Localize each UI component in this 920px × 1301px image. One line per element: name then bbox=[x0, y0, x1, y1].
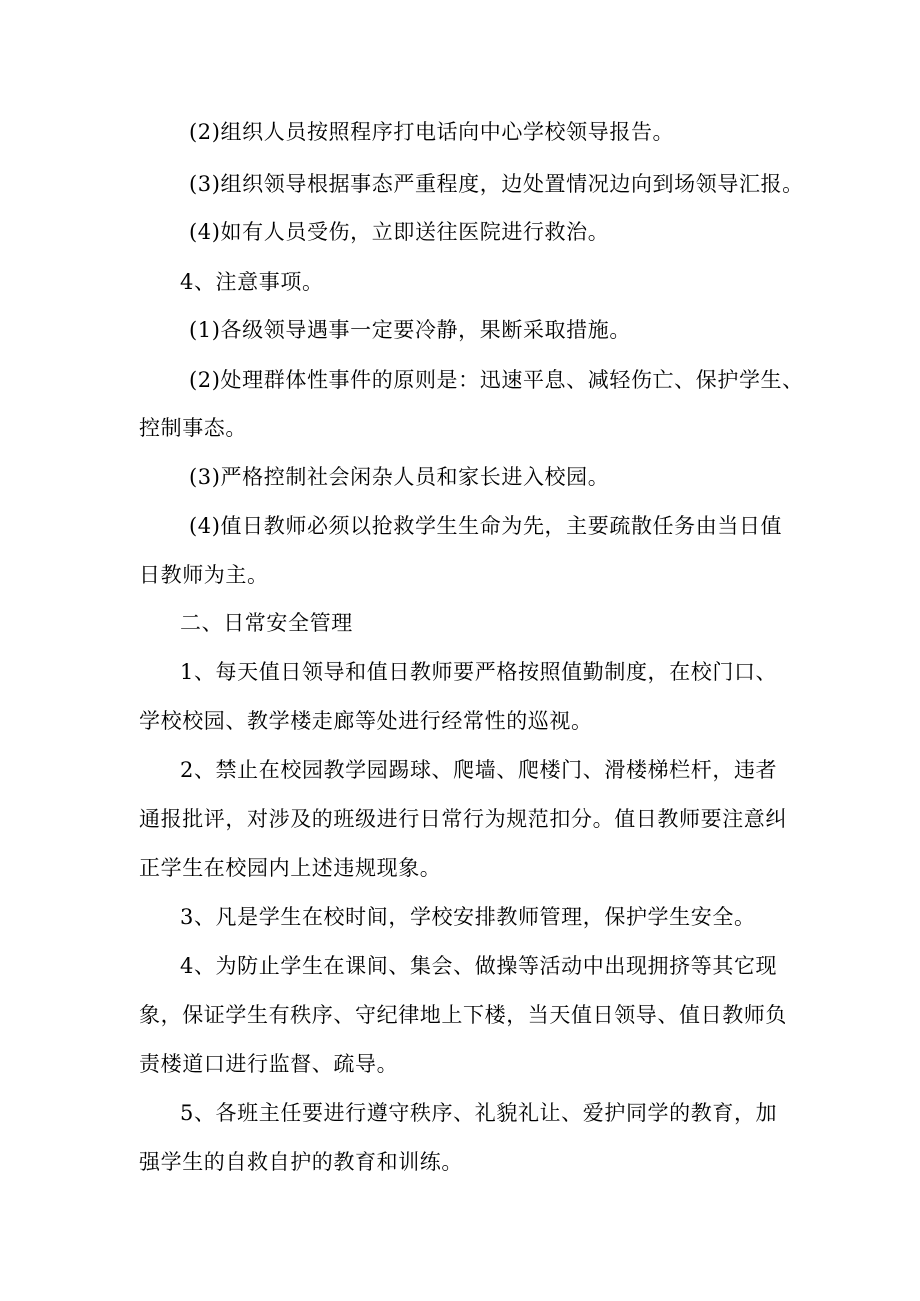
section-heading: 二、日常安全管理 bbox=[180, 611, 353, 635]
section-heading: 4、注意事项。 bbox=[180, 270, 324, 294]
paragraph-line: 学校校园、教学楼走廊等处进行经常性的巡视。 bbox=[139, 709, 593, 733]
paragraph-line: 强学生的自救自护的教育和训练。 bbox=[139, 1150, 463, 1174]
paragraph-line: 1、每天值日领导和值日教师要严格按照值勤制度，在校门口、 bbox=[180, 660, 778, 684]
paragraph-line: (4)值日教师必须以抢救学生生命为先，主要疏散任务由当日值 bbox=[189, 514, 783, 538]
paragraph-line: 责楼道口进行监督、疏导。 bbox=[139, 1052, 399, 1076]
paragraph-line: 象，保证学生有秩序、守纪律地上下楼，当天值日领导、值日教师负 bbox=[139, 1003, 787, 1027]
paragraph-line: 5、各班主任要进行遵守秩序、礼貌礼让、爱护同学的教育，加 bbox=[180, 1101, 778, 1125]
paragraph-line: 日教师为主。 bbox=[139, 563, 269, 587]
paragraph-line: 3、凡是学生在校时间，学校安排教师管理，保护学生安全。 bbox=[180, 905, 756, 929]
paragraph-line: 正学生在校园内上述违规现象。 bbox=[139, 856, 442, 880]
paragraph-line: (2)组织人员按照程序打电话向中心学校领导报告。 bbox=[189, 120, 675, 144]
paragraph-line: 控制事态。 bbox=[139, 416, 247, 440]
paragraph-line: 4、为防止学生在课间、集会、做操等活动中出现拥挤等其它现 bbox=[180, 954, 778, 978]
paragraph-line: (2)处理群体性事件的原则是：迅速平息、减轻伤亡、保护学生、 bbox=[189, 368, 804, 392]
paragraph-line: (3)严格控制社会闲杂人员和家长进入校园。 bbox=[189, 465, 610, 489]
paragraph-line: (1)各级领导遇事一定要冷静，果断采取措施。 bbox=[189, 318, 631, 342]
paragraph-line: 通报批评，对涉及的班级进行日常行为规范扣分。值日教师要注意纠 bbox=[139, 807, 787, 831]
paragraph-line: (3)组织领导根据事态严重程度，边处置情况边向到场领导汇报。 bbox=[189, 172, 804, 196]
paragraph-line: 2、禁止在校园教学园踢球、爬墙、爬楼门、滑楼梯栏杆，违者 bbox=[180, 758, 778, 782]
paragraph-line: (4)如有人员受伤，立即送往医院进行救治。 bbox=[189, 220, 610, 244]
